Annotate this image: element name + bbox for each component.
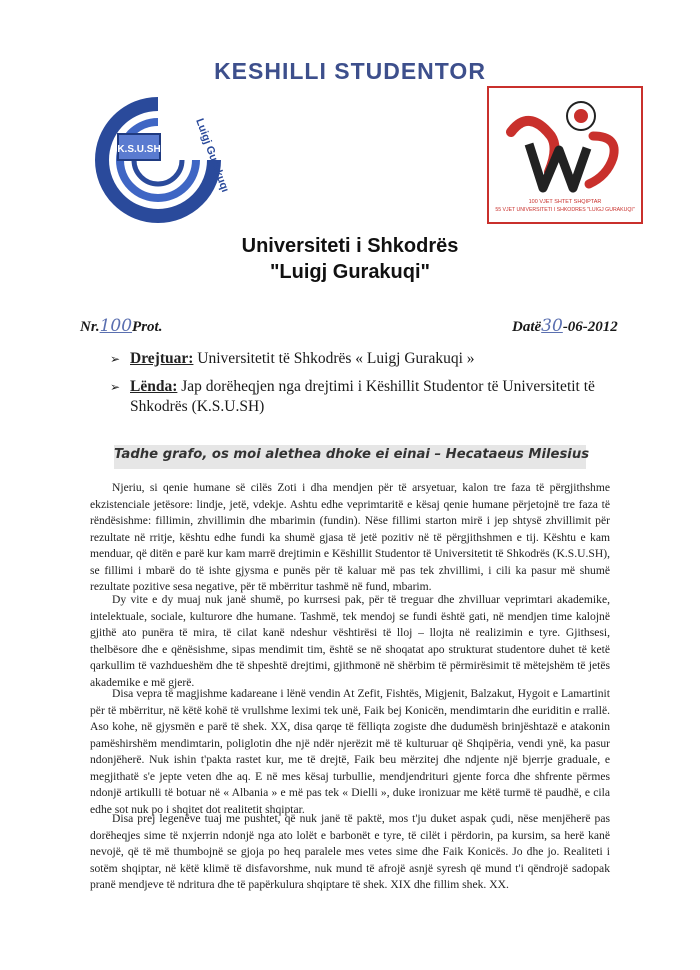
- logo-caption-text: Luigj Gurakuqi: [193, 116, 228, 194]
- body-paragraph-3: Disa vepra të magjishme kadareane i lënë vendin At Zefit, Fishtës, Migjenit, Balzakut, Hygoit e Lamartinit për të mbërritur, në këtë kohë të vrullshme leximi tek unë, Faik bej Konicën, mendimtarin dhe euriditin e rrallë. Aso kohe, në gjysmën e parë të shek. XX, disa qarqe të fëlliqta zogiste dhe dudumësh brinjështazë e atakonin pamëshirshëm mendimtarin, poliglotin dhe një ndër njerëzit më të kulturuar që Shqipëria, vendi ynë, ka pasur ndonjëherë. Nuk ishin t'pakta rastet kur, me të drejtë, Faik beu mërzitej dhe ndjente një bjerrje graduale, e megjithatë s'e jepte veten dhe aq. E në mes kësaj turbullie, mendjendrituri gjente forca dhe shfrente përmes ndonjë artikulli të botuar në « Albania » e më pas tek « Dielli », duke ironizuar me këtë turmë të paudhë, e cila edhe sot nuk po i shqitet dot realitetit shqiptar.: [90, 687, 610, 816]
- student-council-logo: [88, 90, 228, 230]
- date-rest: -06-2012: [562, 319, 618, 335]
- epigraph-quote: Tadhe grafo, os moi alethea dhoke ei einai – Hecataeus Milesius: [114, 447, 590, 462]
- arrow-bullet-icon: ➢: [110, 380, 121, 394]
- date-prefix: Datë: [512, 319, 542, 335]
- header-title: KESHILLI STUDENTOR: [214, 58, 486, 84]
- subject-label: Lënda:: [130, 378, 178, 395]
- document-date: [512, 316, 618, 336]
- protocol-prefix: Nr.: [80, 319, 100, 335]
- body-paragraph-4: Disa prej legenëve tuaj me pushtet, që nuk janë të paktë, mos t'ju duket aspak çudi, nëse menjëherë pas dorëheqjes sime të nxjerrin ndonjë nga ato lolët e barbonët e tyre, të cilët i përdorin, pa kursim, sa herë kanë nevojë, që të më thumbojnë se gjoja po heq paralele mes vetes sime dhe Faik Konicës. Jo dhe jo. Realiteti i sotëm shqiptar, në këtë klimë të disfavorshme, nuk mund të afrojë asnjë syresh që mund t'i qëndrojë sadopak pranë mendjeve të ndritura dhe të papërkulura shqiptare të shek. XIX dhe fillim shek. XX.: [90, 812, 610, 891]
- subject: [110, 377, 650, 417]
- arrow-bullet-icon: ➢: [110, 352, 121, 366]
- addressed-label: Drejtuar:: [130, 350, 194, 367]
- anniversary-logo: [487, 86, 643, 224]
- logo-top-text: 100 VJET SHTET SHQIPTAR: [528, 199, 602, 205]
- logo-box-text: K.S.U.SH: [117, 144, 161, 155]
- university-name: Universiteti i Shkodrës: [241, 235, 459, 257]
- protocol-number: [80, 316, 162, 336]
- addressed-to: [110, 349, 650, 369]
- university-subtitle: "Luigj Gurakuqi": [269, 261, 431, 283]
- date-handwritten-day: 30: [541, 316, 563, 336]
- logo-bottom-text: 55 VJET UNIVERSITETI I SHKODRES "LUIGJ GURAKUQI": [495, 207, 635, 213]
- addressed-text: Universitetit të Shkodrës « Luigj Gurakuqi »: [193, 350, 475, 367]
- body-paragraph-2: Dy vite e dy muaj nuk janë shumë, po kurrsesi pak, për të treguar dhe zhvilluar veprimtari akademike, intelektuale, sociale, kulturore dhe humane. Tashmë, tek mendoj se fundi është gati, në mendjen time kalojnë gjithë ato punëra të mira, të cilat kanë ndeshur vështirësi të lloj – llojta në realizimin e tyre. Gjithsesi, thelbësore dhe e qënësishme, sipas mendimit tim, është se në shoqatat apo strukturat studentore duhet të ketë qarkullim të vazhdueshëm dhe të shpeshtë drejtimi, gjithmonë në shërbim të përmirësimit të mëtejshëm të jetës akademike e më gjerë.: [90, 593, 610, 689]
- protocol-suffix: Prot.: [132, 319, 163, 335]
- body-paragraph-1: Njeriu, si qenie humane së cilës Zoti i dha mendjen për të arsyetuar, kalon tre faza të përgjithshme ekzistenciale jetësore: lindje, jetë, vdekje. Ashtu edhe veprimtaritë e kësaj qenie humane përjetojnë tre faza të rëndësishme: fillimin, zhvillimin dhe mbarimin (fundin). Nëse fillimi starton mirë i jep shtysë zhvillimit për rezultate në rritje, kështu edhe fundi ka shumë gjasa të jetë pozitiv në të përgjithshmen e tij. Kështu e kam menduar, që ditën e parë kur kam marrë drejtimin e Këshillit Studentor të Universitetit të Shkodrës (K.S.U.SH), se fillimi i mbarë do të ishte gjysma e punës për të kaluar më pas tek zhvillimi, i cili ka pasur më shumë rezultate pozitive sesa negative, për të mbërritur tashmë në fund, mbarim.: [90, 481, 610, 593]
- protocol-handwritten-number: 100: [99, 316, 133, 336]
- subject-text: Jap dorëheqjen nga drejtimi i Këshillit Studentor të Universitetit të Shkodrës (K.S.U.SH): [130, 378, 595, 415]
